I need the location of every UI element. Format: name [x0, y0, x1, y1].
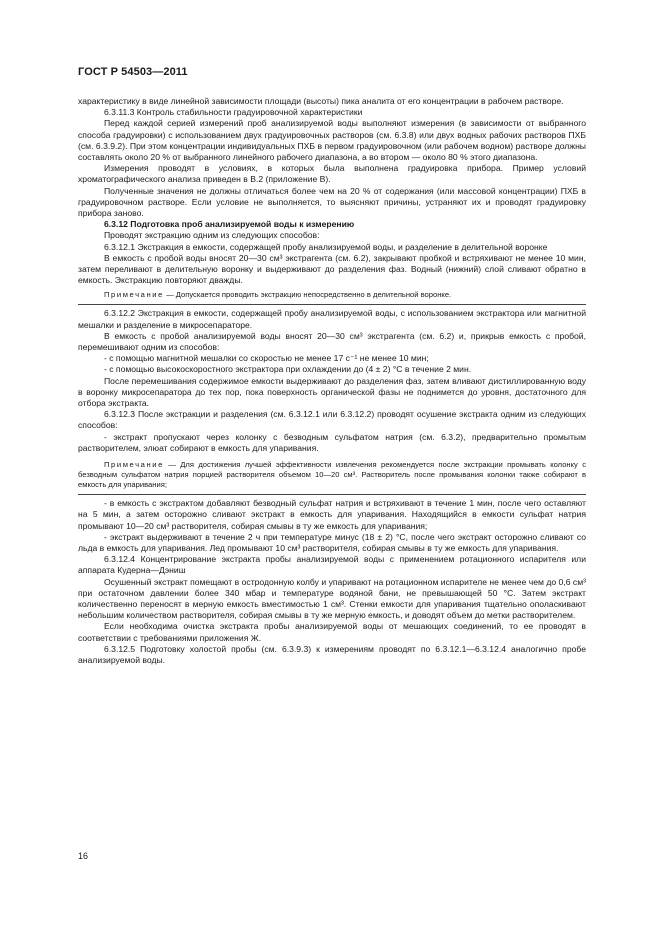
paragraph: Измерения проводят в условиях, в которых была выполнена градуировка прибора. Пример условий хроматографического анализа приведен в В.2 (приложение В).: [78, 163, 586, 185]
note-text: — Для достижения лучшей эффективности извлечения рекомендуется после экстракции промывать колонку с безводным сульфатом натрия порцией растворителя объемом 10—20 см³. Растворитель после промывания колонки также собирают в емкость для упаривания;: [78, 460, 586, 490]
note-label: Примечание: [104, 460, 164, 470]
paragraph: После перемешивания содержимое емкости выдерживают до разделения фаз, затем вливают дистиллированную воду в воронку микросепаратора до тех пор, пока поверхность органической фазы не поднимется до уровня, достаточного для отбора экстракта.: [78, 375, 586, 409]
standard-header: ГОСТ Р 54503—2011: [78, 66, 188, 78]
note-label: Примечание: [104, 290, 164, 300]
subsection-title: 6.3.12.2 Экстракция в емкости, содержащей пробу анализируемой воды, с использованием экстрактора или магнитной мешалки и разделение в микросепараторе.: [78, 308, 586, 330]
divider: [78, 494, 586, 495]
paragraph: 6.3.12.5 Подготовку холостой пробы (см. 6.3.9.3) к измерениям проводят по 6.3.12.1—6.3.12.4 аналогично пробе анализируемой воды.: [78, 643, 586, 665]
list-item: - экстракт пропускают через колонку с безводным сульфатом натрия (см. 6.3.2), предварительно промытым растворителем, элюат собирают в емкость для упаривания.: [78, 431, 586, 453]
subsection-title: 6.3.12.4 Концентрирование экстракта пробы анализируемой воды с применением ротационного испарителя или аппарата Кудерна—Дэниш: [78, 554, 586, 576]
note-text: — Допускается проводить экстракцию непосредственно в делительной воронке.: [163, 290, 452, 300]
paragraph: В емкость с пробой воды вносят 20—30 см³ экстрагента (см. 6.2), закрывают пробкой и встряхивают не менее 10 мин, затем переливают в делительную воронку и выдерживают до разделения фаз. Водный (нижний) слой сливают обратно в емкость. Экстракцию повторяют дважды.: [78, 252, 586, 286]
note: [78, 290, 586, 300]
list-item: - с помощью магнитной мешалки со скоростью не менее 17 с⁻¹ не менее 10 мин;: [104, 353, 429, 364]
page-number: 16: [78, 851, 89, 861]
note: [78, 460, 586, 490]
paragraph: Полученные значения не должны отличаться более чем на 20 % от содержания (или массовой концентрации) ПХБ в градуировочном растворе. Если условие не выполняется, то выясняют причины, устраняют их и проводят градуировку прибора заново.: [78, 185, 586, 219]
list-item: - экстракт выдерживают в течение 2 ч при температуре минус (18 ± 2) °С, после чего экстракт осторожно сливают со льда в емкость для упаривания. Лед промывают 10 см³ растворителя, собирая смывы в ту же емкость для упаривания.: [78, 531, 586, 553]
paragraph: Осушенный экстракт помещают в остродонную колбу и упаривают на ротационном испарителе не менее чем до 0,6 см³ при остаточном давлении более 340 мбар и температуре водяной бани, не превышающей 50 °С. Затем экстракт количественно переносят в мерную емкость вместимостью 1 см³. Стенки емкости для упаривания тщательно ополаскивают небольшим количеством растворителя, собирая смывы в ту же мерную емкость, и доводят объем до метки растворителем.: [78, 576, 586, 621]
subsection-title: 6.3.11.3 Контроль стабильности градуировочной характеристики: [104, 107, 363, 118]
paragraph: В емкость с пробой анализируемой воды вносят 20—30 см³ экстрагента (см. 6.2) и, прикрыв емкость с пробой, перемешивают одним из способов:: [78, 330, 586, 353]
paragraph: Проводят экстракцию одним из следующих способов:: [104, 230, 320, 241]
document-body: [78, 96, 586, 666]
section-heading: 6.3.12 Подготовка проб анализируемой воды к измерению: [104, 219, 355, 230]
divider: [78, 304, 586, 305]
list-item: - в емкость с экстрактом добавляют безводный сульфат натрия и встряхивают в течение 1 мин, после чего оставляют на 5 мин, а затем осторожно сливают экстракт в емкость для упаривания. Находящийся в емкости сульфат натрия промывают 10—20 см³ растворителя, собирая смывы в ту же емкость для упаривания;: [78, 498, 586, 531]
paragraph: характеристику в виде линейной зависимости площади (высоты) пика аналита от его концентрации в рабочем растворе.: [78, 96, 564, 106]
subsection-title: 6.3.12.1 Экстракция в емкости, содержащей пробу анализируемой воды, и разделение в делительной воронке: [104, 241, 548, 252]
paragraph: Перед каждой серией измерений проб анализируемой воды выполняют измерения (в зависимости от выбранного способа градуировки) с использованием двух градуировочных растворов (см. 6.3.8) или двух водных рабочих растворов ПХБ (см. 6.3.9.2). При этом концентрации индивидуальных ПХБ в первом градуировочном (или рабочем водном) растворе должны составлять около 20 % от выбранного линейного рабочего диапазона, а во втором — около 80 % этого диапазона.: [78, 118, 586, 163]
list-item: - с помощью высокоскоростного экстрактора при охлаждении до (4 ± 2) °С в течение 2 мин.: [104, 364, 472, 375]
paragraph: Если необходима очистка экстракта пробы анализируемой воды от мешающих соединений, то ее проводят в соответствии с требованиями приложения Ж.: [78, 621, 586, 643]
subsection-title: 6.3.12.3 После экстракции и разделения (см. 6.3.12.1 или 6.3.12.2) проводят осушение экстракта одним из следующих способов:: [78, 409, 586, 431]
